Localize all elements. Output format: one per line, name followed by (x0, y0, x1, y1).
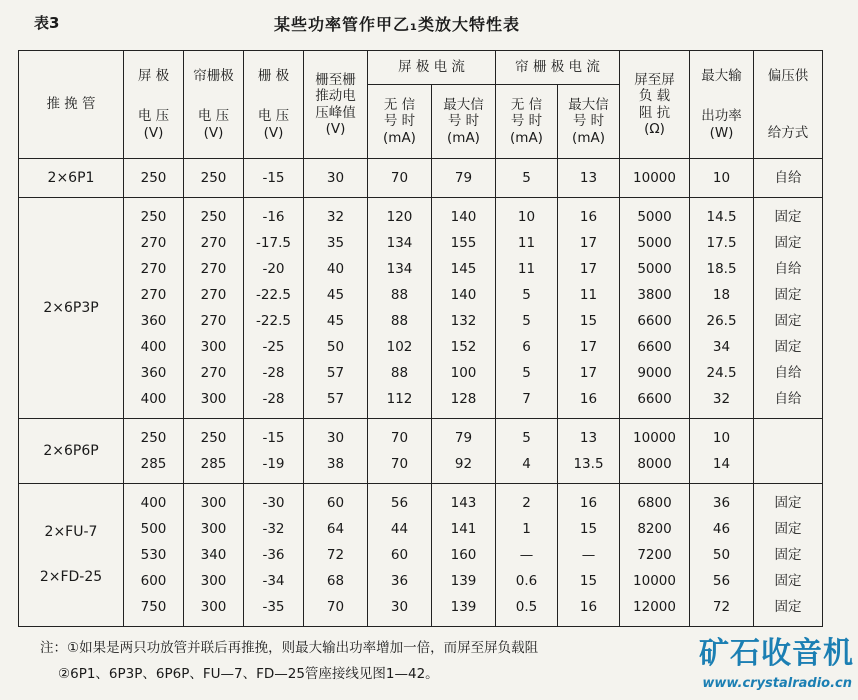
plate-current-idle-cell (368, 198, 432, 419)
load-impedance-value: 10000 (633, 573, 676, 589)
header-plate-current-idle: 无 信 号 时 (mA) (368, 85, 432, 159)
drive-voltage-value: 57 (326, 391, 345, 407)
screen-current-max-value: 13 (579, 430, 598, 446)
characteristics-table (18, 50, 823, 627)
grid-voltage-value: -35 (262, 599, 285, 615)
table-label: 表3 (34, 14, 60, 32)
grid-voltage-value: -34 (262, 573, 285, 589)
load-impedance-value: 6600 (637, 313, 672, 329)
bias-mode-value: 自给 (774, 261, 802, 277)
plate-voltage-value: 250 (140, 209, 167, 225)
load-impedance-value: 9000 (637, 365, 672, 381)
tube-name-cell (19, 419, 124, 484)
plate-current-idle-value: 134 (386, 261, 413, 277)
plate-voltage-cell (124, 419, 184, 484)
screen-voltage-value: 300 (200, 573, 227, 589)
bias-mode-value: 固定 (774, 287, 802, 303)
plate-current-idle-cell (368, 159, 432, 198)
load-impedance-cell (620, 484, 690, 627)
plate-voltage-value: 250 (140, 170, 167, 186)
screen-voltage-value: 285 (200, 456, 227, 472)
screen-current-max-value: 17 (579, 261, 598, 277)
plate-voltage-cell (124, 198, 184, 419)
max-power-value: 32 (712, 391, 731, 407)
drive-voltage-cell (304, 484, 368, 627)
grid-voltage-value: -28 (262, 365, 285, 381)
screen-voltage-value: 300 (200, 339, 227, 355)
drive-voltage-value: 45 (326, 313, 345, 329)
header-plate-voltage: 屏 极 电 压 (V) (124, 51, 184, 159)
plate-current-max-value: 143 (450, 495, 477, 511)
max-power-value: 10 (712, 170, 731, 186)
tube-name: 2×6P3P (43, 299, 99, 316)
max-power-cell (690, 419, 754, 484)
grid-voltage-value: -32 (262, 521, 285, 537)
plate-current-max-value: 141 (450, 521, 477, 537)
screen-current-idle-value: 6 (522, 339, 531, 355)
plate-current-max-value: 79 (454, 430, 473, 446)
plate-current-idle-value: 36 (390, 573, 409, 589)
bias-mode-value: 固定 (774, 209, 802, 225)
screen-current-max-value: 17 (579, 339, 598, 355)
screen-current-max-value: 17 (579, 365, 598, 381)
screen-current-max-cell (558, 484, 620, 627)
screen-voltage-value: 250 (200, 170, 227, 186)
plate-current-idle-value: 70 (390, 456, 409, 472)
table-row (19, 419, 823, 484)
plate-current-idle-value: 112 (386, 391, 413, 407)
screen-voltage-value: 250 (200, 430, 227, 446)
max-power-value: 17.5 (706, 235, 737, 251)
bias-mode-cell (754, 419, 823, 484)
max-power-value: 10 (712, 430, 731, 446)
header-screen-current-idle: 无 信 号 时 (mA) (496, 85, 558, 159)
screen-voltage-value: 300 (200, 599, 227, 615)
plate-voltage-value: 750 (140, 599, 167, 615)
plate-current-max-value: 140 (450, 287, 477, 303)
screen-current-max-value: 11 (579, 287, 598, 303)
screen-current-idle-value: — (519, 547, 534, 563)
load-impedance-cell (620, 198, 690, 419)
bias-mode-value (754, 451, 822, 477)
plate-voltage-cell (124, 159, 184, 198)
bias-mode-value: 自给 (774, 391, 802, 407)
screen-current-idle-value: 1 (522, 521, 531, 537)
header-bias-mode: 偏压供 给方式 (754, 51, 823, 159)
screen-current-idle-cell (496, 419, 558, 484)
tube-name-cell (19, 159, 124, 198)
table-row (19, 159, 823, 198)
screen-current-idle-value: 7 (522, 391, 531, 407)
drive-voltage-value: 38 (326, 456, 345, 472)
plate-current-idle-value: 88 (390, 287, 409, 303)
max-power-value: 50 (712, 547, 731, 563)
plate-current-max-value: 160 (450, 547, 477, 563)
drive-voltage-cell (304, 198, 368, 419)
bias-mode-value: 固定 (774, 573, 802, 589)
watermark-url: www.crystalradio.cn (702, 676, 852, 691)
max-power-value: 56 (712, 573, 731, 589)
plate-voltage-value: 270 (140, 235, 167, 251)
plate-current-max-value: 139 (450, 573, 477, 589)
load-impedance-cell (620, 159, 690, 198)
screen-current-max-value: 16 (579, 599, 598, 615)
screen-current-max-value: 16 (579, 391, 598, 407)
plate-current-max-value: 152 (450, 339, 477, 355)
plate-voltage-value: 360 (140, 365, 167, 381)
plate-voltage-value: 250 (140, 430, 167, 446)
grid-voltage-cell (244, 419, 304, 484)
max-power-cell (690, 159, 754, 198)
bias-mode-value: 固定 (774, 235, 802, 251)
screen-voltage-cell (184, 159, 244, 198)
grid-voltage-value: -22.5 (256, 313, 291, 329)
drive-voltage-value: 68 (326, 573, 345, 589)
max-power-cell (690, 484, 754, 627)
load-impedance-value: 6800 (637, 495, 672, 511)
bias-mode-value: 固定 (774, 313, 802, 329)
plate-current-max-value: 145 (450, 261, 477, 277)
screen-voltage-value: 250 (200, 209, 227, 225)
plate-current-idle-value: 60 (390, 547, 409, 563)
plate-current-max-value: 139 (450, 599, 477, 615)
plate-voltage-value: 285 (140, 456, 167, 472)
header-screen-voltage: 帘栅极 电 压 (V) (184, 51, 244, 159)
screen-voltage-cell (184, 198, 244, 419)
load-impedance-value: 7200 (637, 547, 672, 563)
bias-mode-cell (754, 159, 823, 198)
header-plate-current-max: 最大信 号 时 (mA) (432, 85, 496, 159)
plate-current-idle-value: 134 (386, 235, 413, 251)
screen-current-idle-cell (496, 159, 558, 198)
screen-current-max-cell (558, 419, 620, 484)
bias-mode-value: 固定 (774, 495, 802, 511)
grid-voltage-value: -28 (262, 391, 285, 407)
max-power-value: 46 (712, 521, 731, 537)
screen-current-max-cell (558, 159, 620, 198)
plate-current-idle-value: 30 (390, 599, 409, 615)
drive-voltage-value: 40 (326, 261, 345, 277)
screen-voltage-cell (184, 484, 244, 627)
drive-voltage-value: 72 (326, 547, 345, 563)
plate-current-idle-cell (368, 484, 432, 627)
table-row (19, 198, 823, 419)
tube-name-cell (19, 198, 124, 419)
plate-voltage-value: 530 (140, 547, 167, 563)
screen-current-idle-value: 5 (522, 287, 531, 303)
max-power-value: 14.5 (706, 209, 737, 225)
plate-current-max-cell (432, 159, 496, 198)
plate-current-max-cell (432, 419, 496, 484)
header-screen-current: 帘 栅 极 电 流 (496, 51, 620, 85)
footnote-1: 注：①如果是两只功放管并联后再推挽，则最大输出功率增加一倍，而屏至屏负载阻 (40, 640, 539, 656)
screen-current-max-value: 16 (579, 495, 598, 511)
screen-current-max-value: 17 (579, 235, 598, 251)
grid-voltage-value: -25 (262, 339, 285, 355)
plate-current-idle-value: 88 (390, 365, 409, 381)
max-power-value: 34 (712, 339, 731, 355)
screen-current-max-value: 15 (579, 313, 598, 329)
drive-voltage-cell (304, 419, 368, 484)
bias-mode-value (754, 425, 822, 451)
screen-voltage-value: 270 (200, 261, 227, 277)
grid-voltage-value: -15 (262, 430, 285, 446)
drive-voltage-value: 64 (326, 521, 345, 537)
bias-mode-value: 固定 (774, 339, 802, 355)
grid-voltage-value: -16 (262, 209, 285, 225)
grid-voltage-value: -30 (262, 495, 285, 511)
grid-voltage-value: -22.5 (256, 287, 291, 303)
tube-name: 2×6P1 (47, 169, 95, 186)
drive-voltage-value: 30 (326, 170, 345, 186)
drive-voltage-value: 60 (326, 495, 345, 511)
max-power-cell (690, 198, 754, 419)
screen-voltage-value: 340 (200, 547, 227, 563)
screen-current-max-value: 13.5 (573, 456, 604, 472)
plate-current-idle-value: 102 (386, 339, 413, 355)
max-power-value: 18.5 (706, 261, 737, 277)
screen-current-idle-value: 2 (522, 495, 531, 511)
header-screen-current-max: 最大信 号 时 (mA) (558, 85, 620, 159)
plate-current-max-value: 92 (454, 456, 473, 472)
grid-voltage-value: -17.5 (256, 235, 291, 251)
screen-current-idle-value: 11 (517, 235, 536, 251)
plate-current-idle-value: 56 (390, 495, 409, 511)
load-impedance-value: 8200 (637, 521, 672, 537)
screen-current-max-value: 15 (579, 521, 598, 537)
max-power-value: 26.5 (706, 313, 737, 329)
drive-voltage-value: 32 (326, 209, 345, 225)
screen-current-idle-value: 10 (517, 209, 536, 225)
plate-current-idle-value: 70 (390, 430, 409, 446)
load-impedance-value: 6600 (637, 391, 672, 407)
plate-voltage-value: 400 (140, 391, 167, 407)
screen-voltage-value: 270 (200, 313, 227, 329)
plate-voltage-value: 500 (140, 521, 167, 537)
screen-voltage-value: 300 (200, 391, 227, 407)
screen-voltage-value: 300 (200, 495, 227, 511)
screen-voltage-value: 270 (200, 235, 227, 251)
screen-voltage-value: 270 (200, 365, 227, 381)
screen-current-idle-value: 5 (522, 365, 531, 381)
screen-current-max-value: 13 (579, 170, 598, 186)
tube-name: 2×6P6P (43, 442, 99, 459)
bias-mode-value: 固定 (774, 599, 802, 615)
plate-current-max-cell (432, 198, 496, 419)
load-impedance-value: 5000 (637, 209, 672, 225)
max-power-value: 24.5 (706, 365, 737, 381)
screen-current-max-value: 16 (579, 209, 598, 225)
screen-voltage-cell (184, 419, 244, 484)
header-drive-voltage: 栅至栅 推动电 压峰值 (V) (304, 51, 368, 159)
header-grid-voltage: 栅 极 电 压 (V) (244, 51, 304, 159)
drive-voltage-cell (304, 159, 368, 198)
plate-current-max-value: 132 (450, 313, 477, 329)
screen-current-max-cell (558, 198, 620, 419)
page-title: 某些功率管作甲乙₁类放大特性表 (274, 15, 521, 34)
screen-voltage-value: 270 (200, 287, 227, 303)
header-max-power: 最大输 出功率 (W) (690, 51, 754, 159)
load-impedance-value: 10000 (633, 430, 676, 446)
watermark-logo (699, 626, 854, 698)
drive-voltage-value: 35 (326, 235, 345, 251)
load-impedance-cell (620, 419, 690, 484)
plate-current-idle-value: 70 (390, 170, 409, 186)
grid-voltage-value: -20 (262, 261, 285, 277)
load-impedance-value: 5000 (637, 261, 672, 277)
plate-voltage-value: 400 (140, 339, 167, 355)
plate-current-idle-cell (368, 419, 432, 484)
plate-current-max-value: 140 (450, 209, 477, 225)
table-body (19, 159, 823, 627)
table-row (19, 484, 823, 627)
load-impedance-value: 6600 (637, 339, 672, 355)
tube-name-cell (19, 484, 124, 627)
plate-current-max-value: 79 (454, 170, 473, 186)
screen-current-idle-value: 5 (522, 430, 531, 446)
load-impedance-value: 8000 (637, 456, 672, 472)
screen-current-idle-value: 0.5 (515, 599, 538, 615)
grid-voltage-value: -15 (262, 170, 285, 186)
drive-voltage-value: 70 (326, 599, 345, 615)
bias-mode-value: 固定 (774, 521, 802, 537)
screen-current-max-value: — (581, 547, 596, 563)
load-impedance-value: 3800 (637, 287, 672, 303)
tube-name: 2×FU-7 (44, 524, 98, 541)
tube-name: 2×FD-25 (39, 569, 103, 585)
plate-voltage-cell (124, 484, 184, 627)
drive-voltage-value: 45 (326, 287, 345, 303)
max-power-value: 72 (712, 599, 731, 615)
screen-current-max-value: 15 (579, 573, 598, 589)
screen-current-idle-cell (496, 484, 558, 627)
screen-current-idle-value: 0.6 (515, 573, 538, 589)
screen-current-idle-value: 4 (522, 456, 531, 472)
max-power-value: 36 (712, 495, 731, 511)
footnote-2: ②6P1、6P3P、6P6P、FU—7、FD—25管座接线见图1—42。 (58, 666, 439, 682)
bias-mode-cell (754, 198, 823, 419)
load-impedance-value: 5000 (637, 235, 672, 251)
header-plate-current: 屏 极 电 流 (368, 51, 496, 85)
plate-current-idle-value: 88 (390, 313, 409, 329)
drive-voltage-value: 30 (326, 430, 345, 446)
screen-current-idle-cell (496, 198, 558, 419)
grid-voltage-cell (244, 484, 304, 627)
load-impedance-value: 12000 (633, 599, 676, 615)
grid-voltage-value: -19 (262, 456, 285, 472)
plate-current-max-value: 128 (450, 391, 477, 407)
grid-voltage-cell (244, 159, 304, 198)
grid-voltage-cell (244, 198, 304, 419)
plate-current-idle-value: 44 (390, 521, 409, 537)
screen-current-idle-value: 5 (522, 313, 531, 329)
grid-voltage-value: -36 (262, 547, 285, 563)
plate-voltage-value: 600 (140, 573, 167, 589)
plate-current-idle-value: 120 (386, 209, 413, 225)
screen-current-idle-value: 11 (517, 261, 536, 277)
watermark-brand: 矿石收音机 (699, 636, 854, 671)
load-impedance-value: 10000 (633, 170, 676, 186)
bias-mode-cell (754, 484, 823, 627)
drive-voltage-value: 50 (326, 339, 345, 355)
header-tube: 推 挽 管 (19, 51, 124, 159)
screen-current-idle-value: 5 (522, 170, 531, 186)
plate-voltage-value: 400 (140, 495, 167, 511)
plate-current-max-value: 100 (450, 365, 477, 381)
plate-voltage-value: 270 (140, 287, 167, 303)
plate-voltage-value: 360 (140, 313, 167, 329)
bias-mode-value: 自给 (774, 170, 802, 186)
bias-mode-value: 自给 (774, 365, 802, 381)
bias-mode-value: 固定 (774, 547, 802, 563)
plate-current-max-value: 155 (450, 235, 477, 251)
drive-voltage-value: 57 (326, 365, 345, 381)
plate-voltage-value: 270 (140, 261, 167, 277)
max-power-value: 18 (712, 287, 731, 303)
screen-voltage-value: 300 (200, 521, 227, 537)
max-power-value: 14 (712, 456, 731, 472)
plate-current-max-cell (432, 484, 496, 627)
header-load-impedance: 屏至屏 负 载 阻 抗 (Ω) (620, 51, 690, 159)
